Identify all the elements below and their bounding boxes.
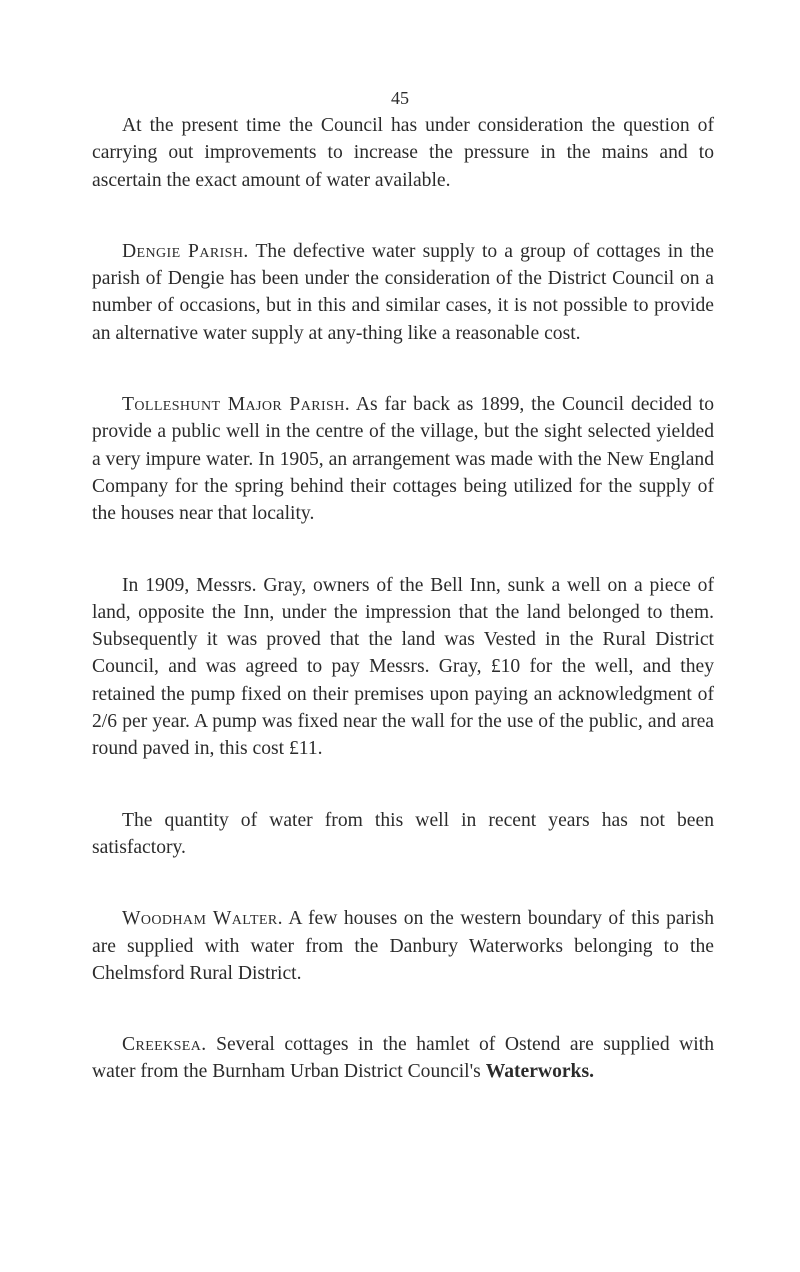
paragraph-tolleshunt-major [92, 391, 714, 527]
section-heading-tolleshunt: Tolleshunt Major Parish. [122, 394, 351, 416]
paragraph-bold-tail: Waterworks. [485, 1061, 594, 1083]
document-body [92, 112, 714, 1130]
paragraph-text: Several cottages in the hamlet of Ostend are supplied with water from the Burnham Urban District Council's [92, 1034, 714, 1083]
paragraph-water-pressure [92, 112, 714, 194]
paragraph-bell-inn-well [92, 572, 714, 763]
paragraph-text: At the present time the Council has under consideration the question of carrying out improvements to increase the pressure in the mains and to ascertain the exact amount of water available. [92, 115, 714, 191]
paragraph-dengie-parish [92, 238, 714, 347]
section-heading-creeksea: Creeksea. [122, 1034, 207, 1056]
paragraph-text: In 1909, Messrs. Gray, owners of the Bell Inn, sunk a well on a piece of land, opposite the Inn, under the impression that the land belonged to them. Subsequently it was proved that the land was Vested in the Rural District Council, and was agreed to pay Messrs. Gray, £10 for the well, and they retained the pump fixed on their premises upon paying an acknowledgment of 2/6 per year. A pump was fixed near the wall for the use of the public, and area round paved in, this cost £11. [92, 574, 714, 760]
paragraph-text: The quantity of water from this well in recent years has not been satisfactory. [92, 809, 714, 858]
paragraph-text: The defective water supply to a group of cottages in the parish of Dengie has been under the consideration of the District Council on a number of occasions, but in this and similar cases, it is not possible to provide an alternative water supply at any-thing like a reasonable cost. [92, 240, 715, 344]
section-heading-woodham: Woodham Walter. [122, 908, 283, 930]
paragraph-text: As far back as 1899, the Council decided to provide a public well in the centre of the village, but the sight selected yielded a very impure water. In 1905, an arrangement was made with the New England Company for the spring behind their cottages being utilized for the supply of the houses near that locality. [92, 394, 714, 525]
page-number: 45 [391, 88, 409, 108]
paragraph-creeksea [92, 1031, 714, 1086]
paragraph-text: A few houses on the western boundary of this parish are supplied with water from the Danbury Waterworks belonging to the Chelmsford Rural District. [92, 908, 715, 984]
paragraph-well-quantity [92, 807, 714, 862]
paragraph-woodham-walter [92, 905, 714, 987]
section-heading-dengie: Dengie Parish. [122, 240, 249, 262]
